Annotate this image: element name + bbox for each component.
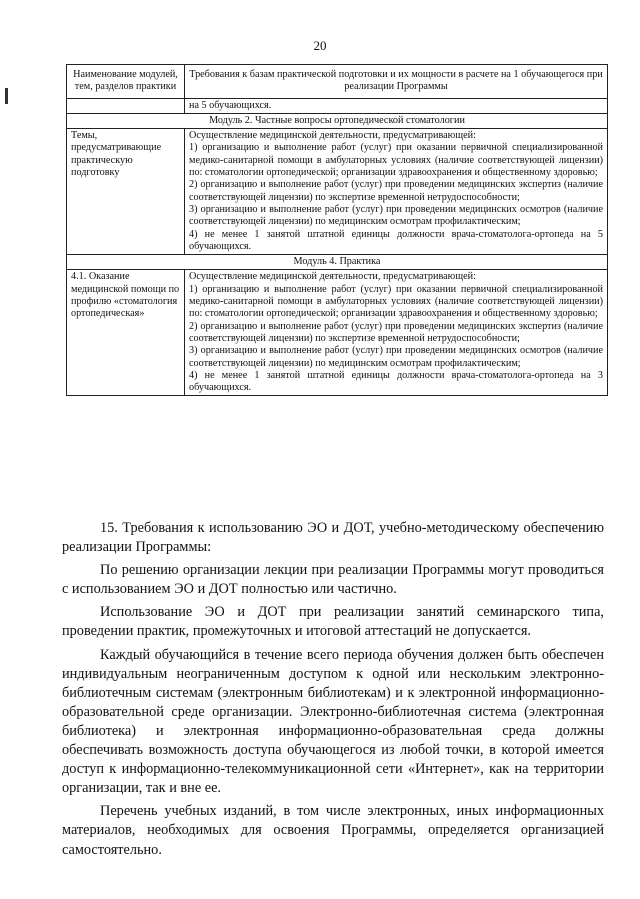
requirement-item: 2) организацию и выполнение работ (услуг) при проведении медицинских экспертиз (наличие соответствующей лицензии) по экспертизе временной нетрудоспособности; bbox=[189, 179, 603, 203]
requirement-item: 4) не менее 1 занятой штатной единицы должности врача-стоматолога-ортопеда на 5 обучающихся. bbox=[189, 228, 603, 252]
table-row bbox=[67, 129, 608, 255]
table-header-row bbox=[67, 65, 608, 99]
requirement-item: 1) организацию и выполнение работ (услуг) при оказании первичной специализированной медико-санитарной помощи в амбулаторных условиях (наличие соответствующей лицензии) по: стоматологии ортопедической; организации здравоохранения и общественному здоровью; bbox=[189, 142, 603, 179]
paragraph: Использование ЭО и ДОТ при реализации занятий семинарского типа, проведении практик, промежуточных и итоговой аттестаций не допускается. bbox=[62, 604, 604, 640]
requirement-item: 3) организацию и выполнение работ (услуг) при проведении медицинских осмотров (наличие соответствующей лицензии) по медицинским осмотрам профилактическим; bbox=[189, 203, 603, 228]
module-topic-label: 4.1. Оказание медицинской помощи по профилю «стоматология ортопедическая» bbox=[67, 270, 185, 396]
requirements-table bbox=[66, 64, 608, 396]
table-row bbox=[67, 270, 608, 396]
table-cell-empty bbox=[67, 98, 185, 113]
module-title-row bbox=[67, 113, 608, 128]
requirement-item: 3) организацию и выполнение работ (услуг) при проведении медицинских осмотров (наличие соответствующей лицензии) по медицинским осмотрам профилактическим; bbox=[189, 345, 603, 369]
paragraph: По решению организации лекции при реализации Программы могут проводиться с использованием ЭО и ДОТ полностью или частично. bbox=[62, 562, 604, 598]
requirement-item: 1) организацию и выполнение работ (услуг) при оказании первичной специализированной медико-санитарной помощи в амбулаторных условиях (наличие соответствующей лицензии) по: стоматологии ортопедической; организации здравоохранения и общественному здоровью; bbox=[189, 283, 603, 320]
module-title-row bbox=[67, 255, 608, 270]
header-requirements: Требования к базам практической подготовки и их мощности в расчете на 1 обучающегося при реализации Программы bbox=[185, 65, 608, 99]
requirement-item: 2) организацию и выполнение работ (услуг) при проведении медицинских экспертиз (наличие соответствующей лицензии) по экспертизе временной нетрудоспособности; bbox=[189, 320, 603, 344]
requirements-cell bbox=[185, 270, 608, 396]
paragraph: Каждый обучающийся в течение всего периода обучения должен быть обеспечен индивидуальным неограниченным доступом к одной или нескольким электронно-библиотечным системам (электронным библиотекам) и к электронной информационно-образовательной среде организации. Электронно-библиотечная система (электронная библиотека) и электронная информационно-образовательная среда должны обеспечивать возможность доступа обучающегося из любой точки, в которой имеется доступ к информационно-телекоммуникационной сети «Интернет», как на территории организации, так и вне ее. bbox=[62, 646, 604, 797]
body-text bbox=[62, 519, 604, 864]
module-title: Модуль 2. Частные вопросы ортопедической стоматологии bbox=[67, 113, 608, 128]
continuation-text: на 5 обучающихся. bbox=[185, 98, 608, 113]
module-title: Модуль 4. Практика bbox=[67, 255, 608, 270]
module-topic-label: Темы, предусматривающие практическую подготовку bbox=[67, 129, 185, 255]
section-heading: 15. Требования к использованию ЭО и ДОТ, учебно-методическому обеспечению реализации Программы: bbox=[62, 520, 604, 556]
requirements-intro: Осуществление медицинской деятельности, предусматривающей: bbox=[189, 130, 476, 142]
page-number: 20 bbox=[313, 38, 327, 53]
requirement-item: 4) не менее 1 занятой штатной единицы должности врача-стоматолога-ортопеда на 3 обучающихся. bbox=[189, 369, 603, 394]
table-row bbox=[67, 98, 608, 113]
paragraph: Перечень учебных изданий, в том числе электронных, иных информационных материалов, необходимых для освоения Программы, определяется организацией самостоятельно. bbox=[62, 803, 604, 858]
scan-edge-mark bbox=[5, 88, 8, 104]
requirements-cell bbox=[185, 129, 608, 255]
header-modules: Наименование модулей, тем, разделов практики bbox=[67, 65, 185, 99]
requirements-intro: Осуществление медицинской деятельности, предусматривающей: bbox=[189, 271, 476, 283]
